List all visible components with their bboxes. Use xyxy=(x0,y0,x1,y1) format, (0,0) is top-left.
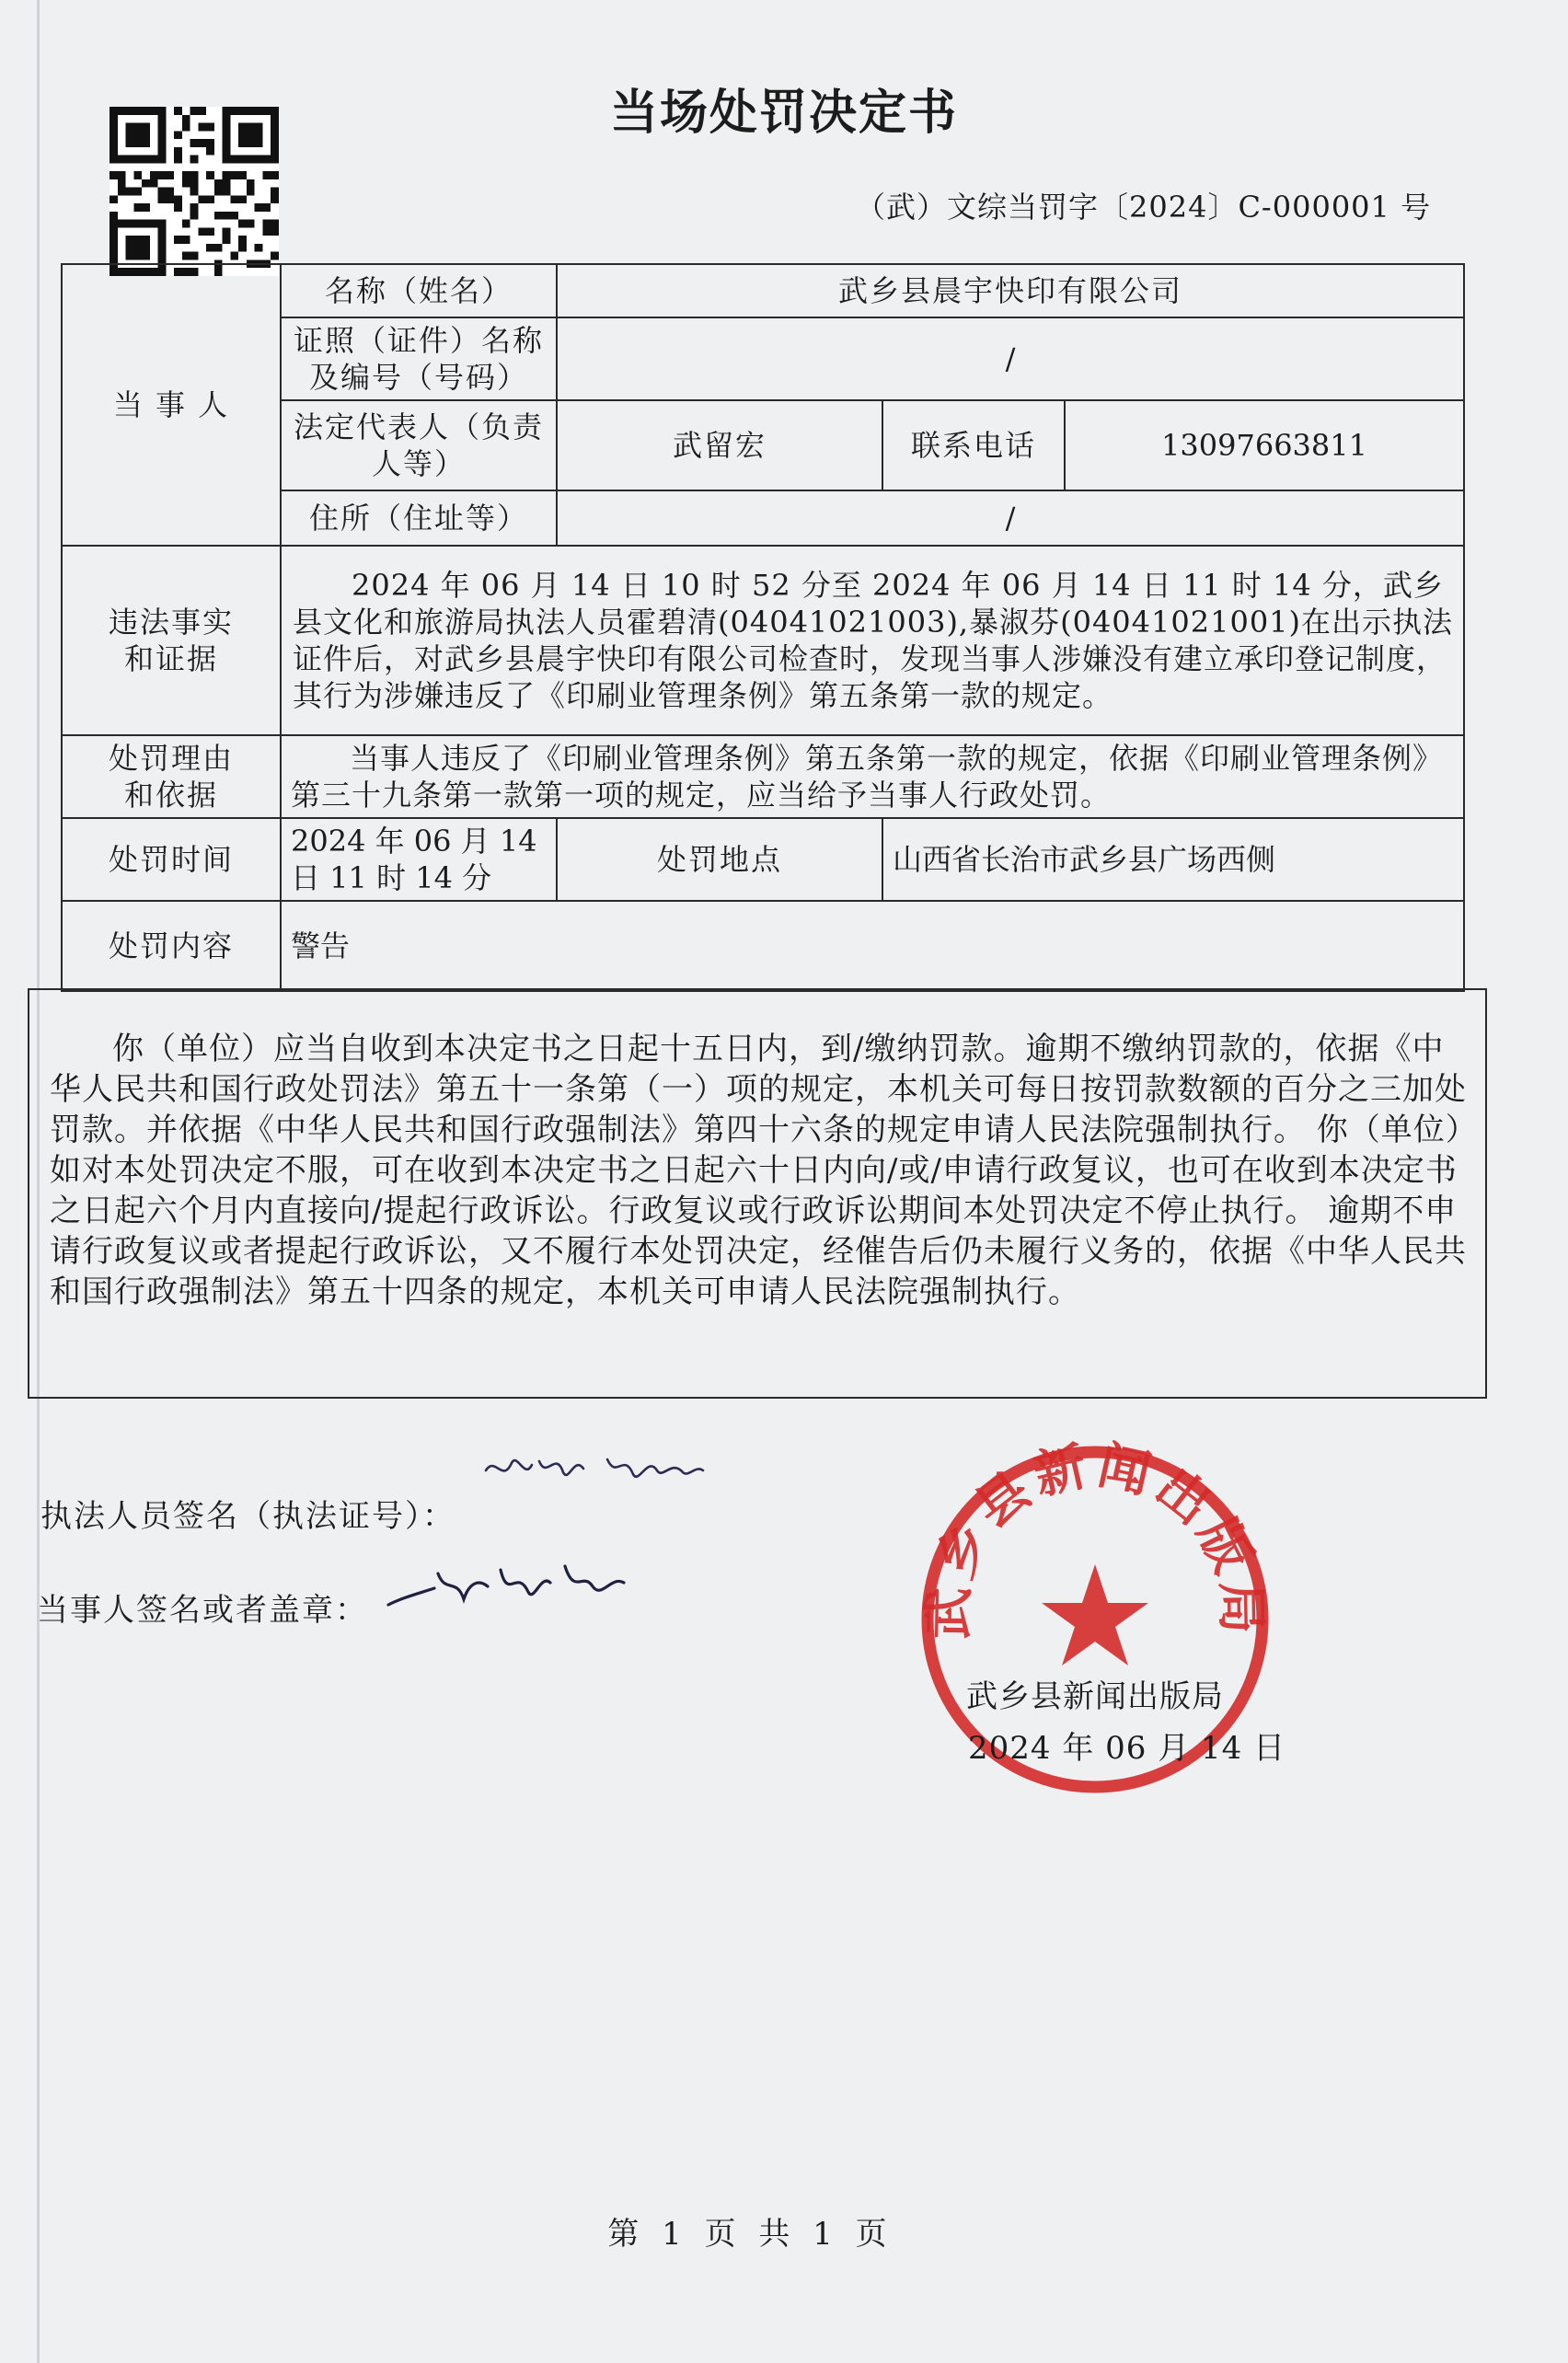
license-value: / xyxy=(557,317,1464,400)
license-label: 证照（证件）名称及编号（号码） xyxy=(281,317,557,400)
party-name-value: 武乡县晨宇快印有限公司 xyxy=(557,264,1464,317)
phone-value: 13097663811 xyxy=(1065,400,1464,490)
representative-value: 武留宏 xyxy=(557,400,882,490)
place-label: 处罚地点 xyxy=(557,818,882,901)
address-label: 住所（住址等） xyxy=(281,490,557,546)
content-label: 处罚内容 xyxy=(62,901,281,991)
party-section-label: 当 事 人 xyxy=(62,264,281,546)
representative-label: 法定代表人（负责人等） xyxy=(281,400,557,490)
party-signature-label: 当事人签名或者盖章： xyxy=(37,1592,368,1629)
time-label: 处罚时间 xyxy=(62,818,281,901)
party-signature-handwriting xyxy=(385,1546,633,1620)
issue-date: 2024 年 06 月 14 日 xyxy=(968,1730,1286,1767)
phone-label: 联系电话 xyxy=(882,400,1065,490)
content-value: 警告 xyxy=(281,901,1464,991)
officer-signature-label: 执法人员签名（执法证号）： xyxy=(40,1498,455,1535)
page-number: 第 1 页 共 1 页 xyxy=(607,2216,887,2253)
decision-table xyxy=(61,263,1465,992)
svg-text:武乡县新闻出版局: 武乡县新闻出版局 xyxy=(917,1435,1273,1640)
document-number: （武）文综当罚字〔2024〕C-000001 号 xyxy=(856,190,1432,225)
facts-text: 2024 年 06 月 14 日 10 时 52 分至 2024 年 06 月 14 日 11 时 14 分，武乡县文化和旅游局执法人员霍碧清(04041021003),暴淑芬(04041021001)在出示执法证件后，对武乡县晨宇快印有限公司检查时，发现当事人涉嫌没有建立承印登记制度，其行为涉嫌违反了《印刷业管理条例》第五条第一款的规定。 xyxy=(281,546,1464,735)
place-value: 山西省长治市武乡县广场西侧 xyxy=(882,818,1464,901)
time-value: 2024 年 06 月 14 日 11 时 14 分 xyxy=(281,818,557,901)
party-name-label: 名称（姓名） xyxy=(281,264,557,317)
address-value: / xyxy=(557,490,1464,546)
facts-label: 违法事实和证据 xyxy=(62,546,281,735)
issuing-organization: 武乡县新闻出版局 xyxy=(966,1678,1224,1715)
basis-label: 处罚理由和依据 xyxy=(62,735,281,818)
basis-text: 当事人违反了《印刷业管理条例》第五条第一款的规定，依据《印刷业管理条例》第三十九条第一款第一项的规定，应当给予当事人行政处罚。 xyxy=(281,735,1464,818)
rights-notice: 你（单位）应当自收到本决定书之日起十五日内，到/缴纳罚款。逾期不缴纳罚款的，依据《中华人民共和国行政处罚法》第五十一条第（一）项的规定，本机关可每日按罚款数额的百分之三加处罚款。并依据《中华人民共和国行政强制法》第四十六条的规定申请人民法院强制执行。 你（单位）如对本处罚决定不服，可在收到本决定书之日起六十日内向/或/申请行政复议，也可在收到本决定书之日起六个月内直接向/提起行政诉讼。行政复议或行政诉讼期间本处罚决定不停止执行。 逾期不申请行政复议或者提起行政诉讼，又不履行本处罚决定，经催告后仍未履行义务的，依据《中华人民共和国行政强制法》第五十四条的规定，本机关可申请人民法院强制执行。 xyxy=(28,988,1487,1399)
officer-signature-handwriting xyxy=(478,1443,709,1498)
document-title: 当场处罚决定书 xyxy=(609,85,958,141)
